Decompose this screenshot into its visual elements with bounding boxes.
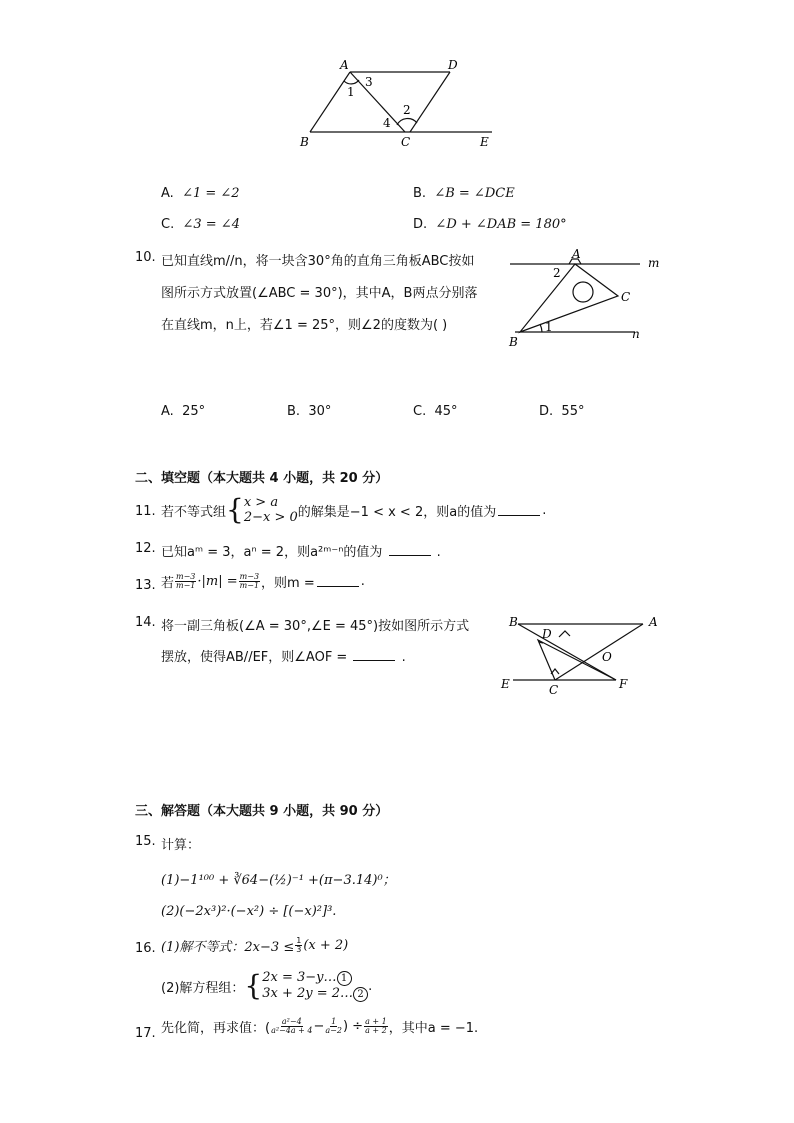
q9-option-b[interactable]: B. ∠B = ∠DCE xyxy=(413,186,515,201)
fig2-label-n: n xyxy=(632,327,640,341)
q17-fraction-3: $\frac{a + 1}{a + 2}$ xyxy=(365,1017,387,1035)
q12-answer-blank[interactable] xyxy=(389,545,431,556)
fig1-angle-3: 3 xyxy=(365,75,373,89)
fig1-label-e: E xyxy=(480,135,489,149)
fig3-label-d: D xyxy=(542,627,552,641)
q10-number: 10. xyxy=(135,250,156,265)
q16-part-1: (1)解不等式：2x−3 ≤ $\frac{1}{3}$ (x + 2) xyxy=(161,936,349,955)
q16-number: 16. xyxy=(135,941,156,956)
q13-content: 若 $\frac{m-3}{m-1}$ ·|m| = $\frac{m-3}{m-1}$ ，则m = . xyxy=(161,572,365,591)
q11-number: 11. xyxy=(135,504,156,519)
fig3-label-o: O xyxy=(602,650,612,664)
fig1-label-a: A xyxy=(340,58,349,72)
q10-option-c[interactable]: C. 45° xyxy=(413,404,458,419)
circled-2: 2 xyxy=(353,987,368,1002)
circled-1: 1 xyxy=(337,971,352,986)
q10-line-1: 已知直线m//n，将一块含30°角的直角三角板ABC按如 xyxy=(161,254,475,269)
q10-option-b[interactable]: B. 30° xyxy=(287,404,332,419)
q13-number: 13. xyxy=(135,578,156,593)
q12-content: 已知aᵐ = 3，aⁿ = 2，则a²ᵐ⁻ⁿ的值为 . xyxy=(161,545,441,560)
fig2-angle-1: 1 xyxy=(545,320,553,334)
fig3-label-f: F xyxy=(619,677,628,691)
q9-option-d[interactable]: D. ∠D + ∠DAB = 180° xyxy=(413,217,567,232)
q15-number: 15. xyxy=(135,834,156,849)
q10-line-2: 图所示方式放置(∠ABC = 30°)，其中A，B两点分别落 xyxy=(161,286,478,301)
q11-answer-blank[interactable] xyxy=(498,505,540,516)
fig2-angle-2: 2 xyxy=(553,266,561,280)
q15-part-2: (2)(−2x³)²·(−x²) ÷ [(−x)²]³. xyxy=(161,904,337,919)
q13-fraction-2: $\frac{m-3}{m-1}$ xyxy=(239,572,260,590)
fig2-label-b: B xyxy=(509,335,518,349)
q16-system: 2x = 3−y… 1 3x + 2y = 2… 2 xyxy=(262,970,368,1002)
q15-part-1: (1)−1¹⁰⁰ + ∛64−(½)⁻¹ +(π−3.14)⁰； xyxy=(161,873,396,888)
figure-parallelogram xyxy=(295,55,505,155)
q10-line-3: 在直线m，n上，若∠1 = 25°，则∠2的度数为( ) xyxy=(161,318,448,333)
fig1-angle-1: 1 xyxy=(347,85,355,99)
q11-content: 若不等式组 { x > a 2−x > 0 的解集是−1 < x < 2，则a的值为 . xyxy=(161,493,547,526)
q17-fraction-2: $\frac{1}{a-2}$ xyxy=(325,1017,342,1035)
q11-system: x > a 2−x > 0 xyxy=(243,495,298,525)
fig3-label-b: B xyxy=(509,615,518,629)
figure-two-triangles xyxy=(498,612,668,697)
fig1-label-c: C xyxy=(401,135,411,149)
q13-fraction-1: $\frac{m-3}{m-1}$ xyxy=(176,572,196,590)
q17-number: 17. xyxy=(135,1026,156,1041)
q9-option-a[interactable]: A. ∠1 = ∠2 xyxy=(161,186,240,201)
q14-line-1: 将一副三角板(∠A = 30°,∠E = 45°)按如图所示方式 xyxy=(161,619,470,634)
q11-brace: { xyxy=(226,493,244,526)
fig3-label-e: E xyxy=(501,677,510,691)
section-title-fill-in: 二、填空题（本大题共 4 小题，共 20 分） xyxy=(135,471,389,486)
q10-option-a[interactable]: A. 25° xyxy=(161,404,206,419)
fig2-label-c: C xyxy=(621,290,631,304)
q14-answer-blank[interactable] xyxy=(353,650,395,661)
q17-content: 先化简，再求值：( $\frac{\text{a²−4}}{\text{a²−4a + 4}}$ − $\frac{1}{a-2}$ ) ÷ $\frac{a + 1}{a + 2}$ ，其中a = −1. xyxy=(161,1017,479,1036)
q17-fraction-1: $\frac{\text{a²−4}}{\text{a²−4a + 4}}$ xyxy=(271,1017,313,1035)
fig3-label-a: A xyxy=(649,615,658,629)
q15-title: 计算： xyxy=(161,838,201,853)
fig1-angle-4: 4 xyxy=(383,116,391,130)
q14-line-2: 摆放，使得AB//EF，则∠AOF = . xyxy=(161,650,406,665)
q12-number: 12. xyxy=(135,541,156,556)
q10-option-d[interactable]: D. 55° xyxy=(539,404,585,419)
fig2-label-m: m xyxy=(648,256,660,270)
q16-fraction: $\frac{1}{3}$ xyxy=(296,936,302,954)
q14-number: 14. xyxy=(135,615,156,630)
fig3-label-c: C xyxy=(549,683,559,697)
q9-option-c[interactable]: C. ∠3 = ∠4 xyxy=(161,217,240,232)
fig2-label-a: A xyxy=(572,247,581,261)
figure-triangle-lines xyxy=(505,245,675,350)
q16-brace: { xyxy=(244,969,263,1002)
fig1-label-d: D xyxy=(448,58,458,72)
q13-answer-blank[interactable] xyxy=(317,576,359,587)
section-title-solve: 三、解答题（本大题共 9 小题，共 90 分） xyxy=(135,804,389,819)
fig1-label-b: B xyxy=(300,135,309,149)
fig1-angle-2: 2 xyxy=(403,103,411,117)
q16-part-2: (2)解方程组： { 2x = 3−y… 1 3x + 2y = 2… 2 . xyxy=(161,969,373,1002)
